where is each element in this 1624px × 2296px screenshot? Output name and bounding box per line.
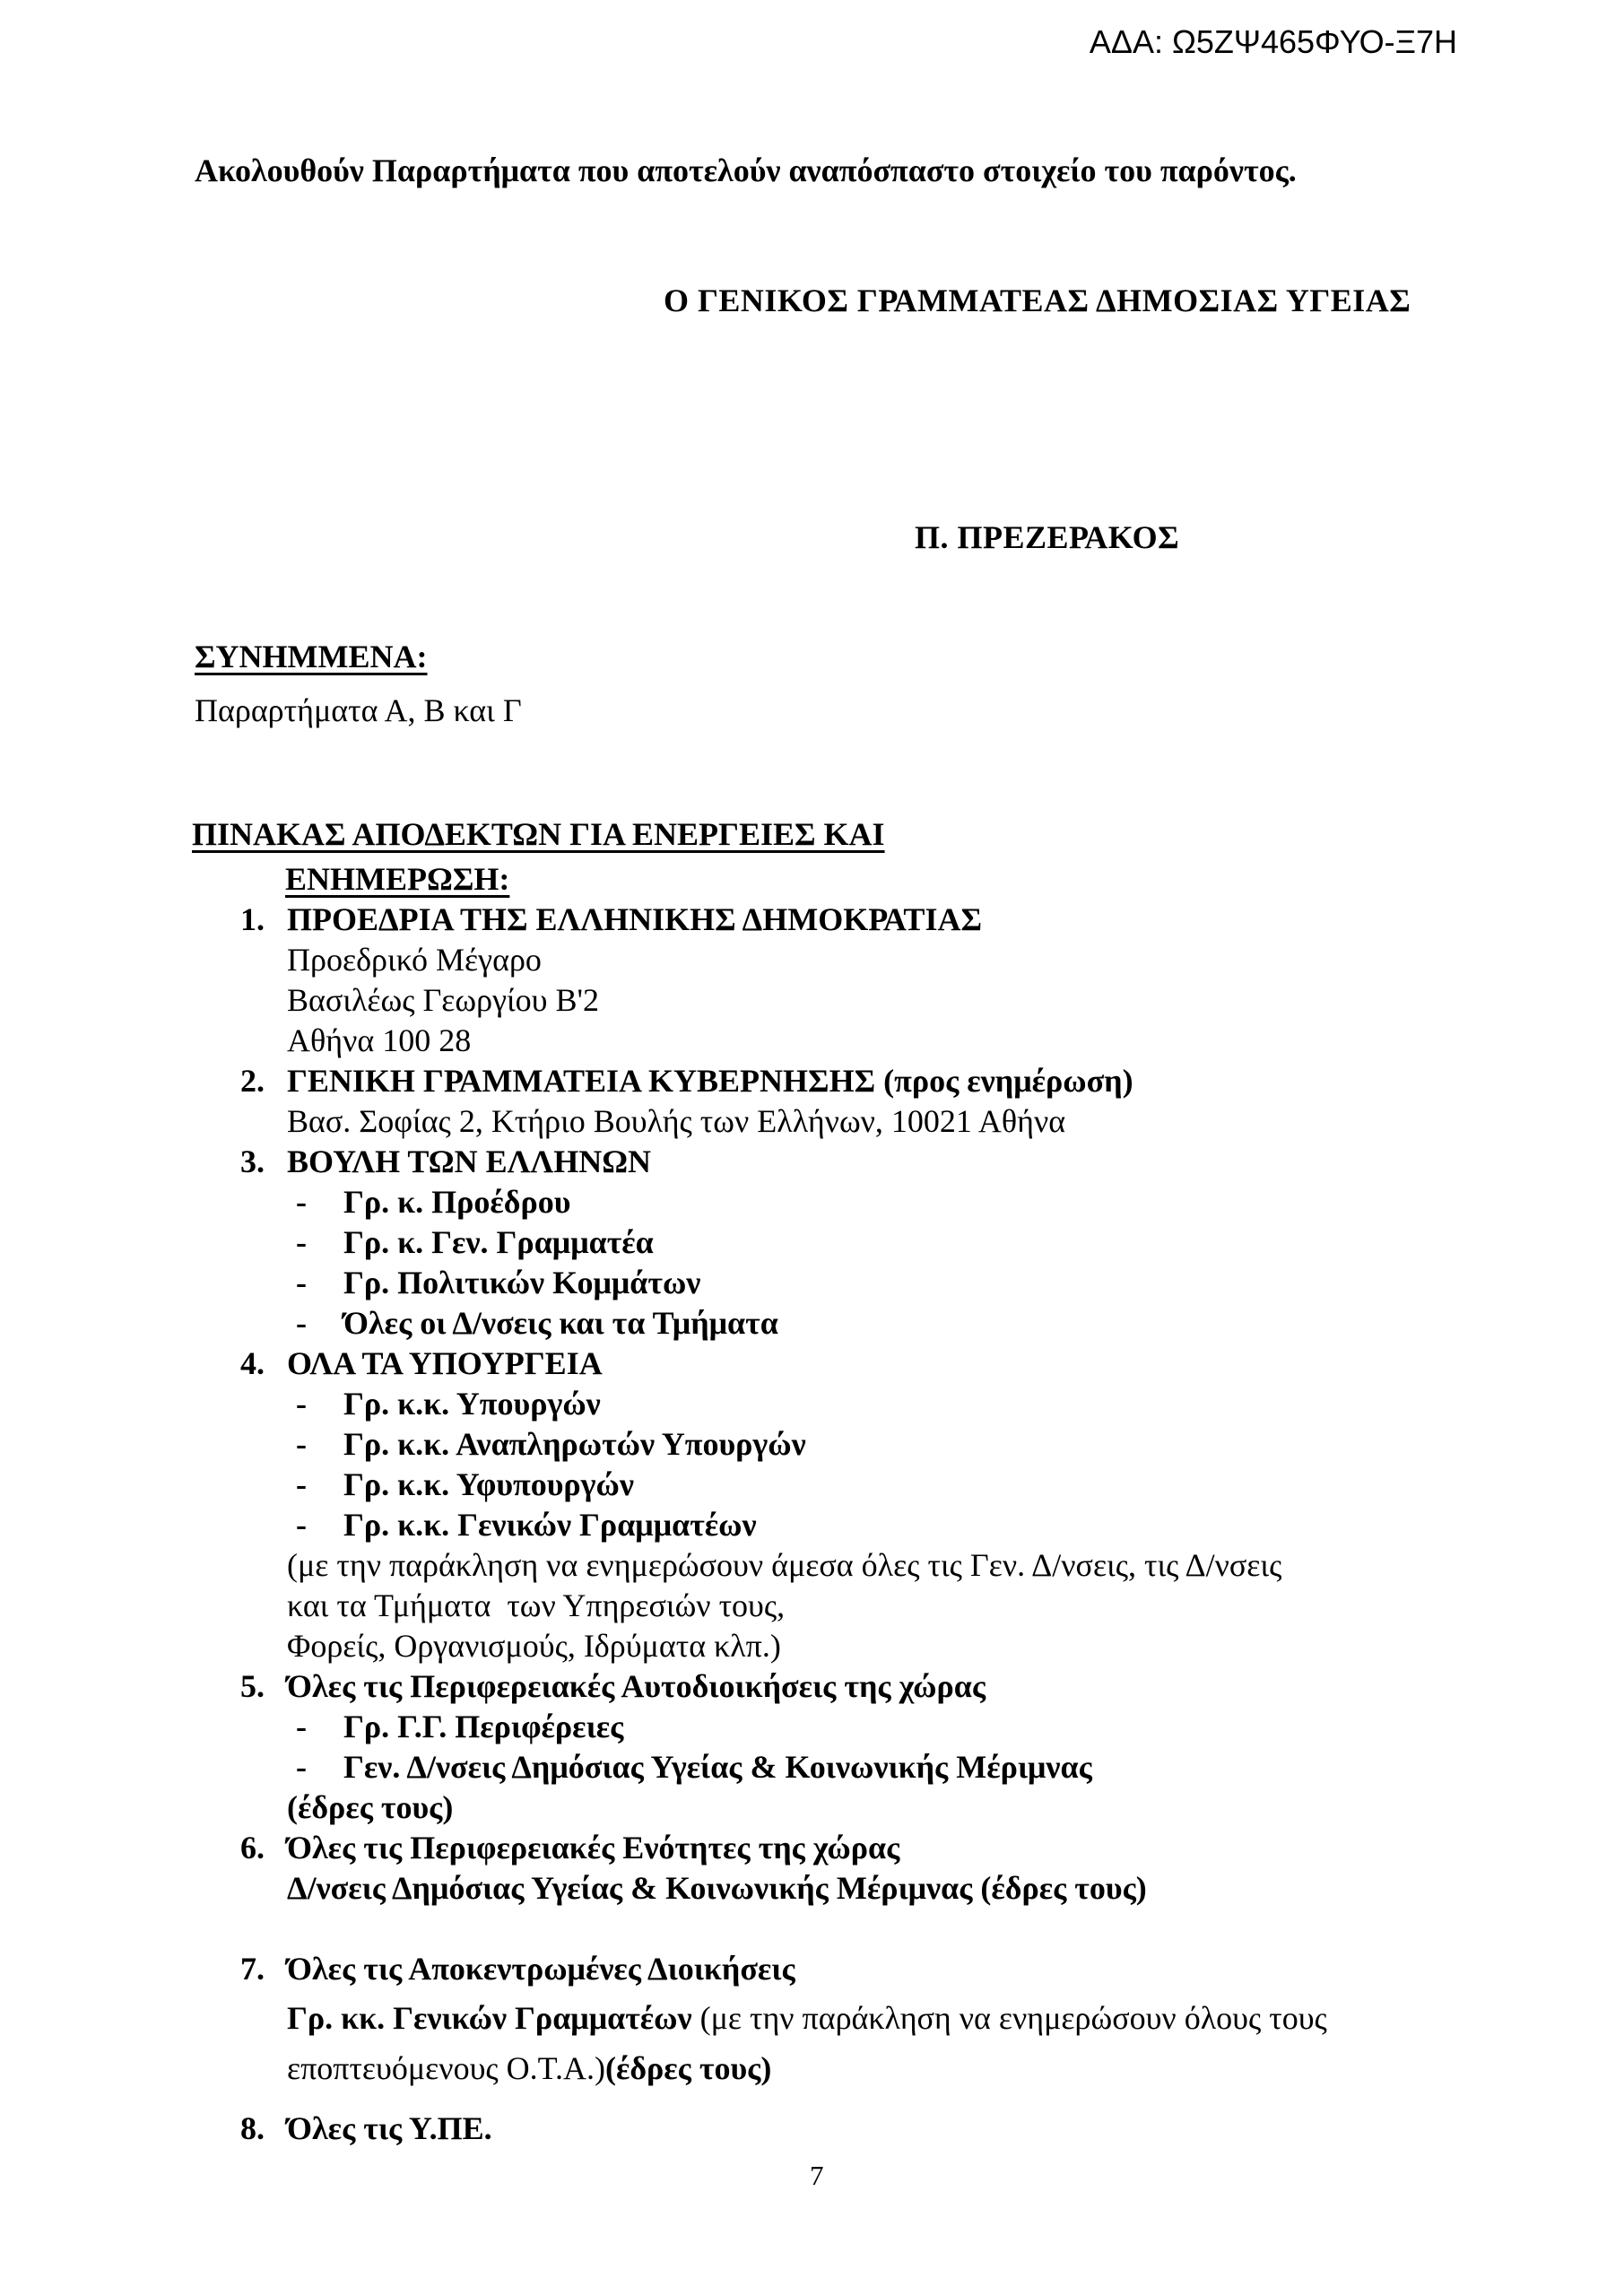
recipients-heading-line2: ΕΝΗΜΕΡΩΣΗ: (285, 861, 510, 897)
dash-bullet: - (296, 1265, 307, 1300)
item-number: 1. (240, 901, 265, 937)
recipient-text: ΠΡΟΕΔΡΙΑ ΤΗΣ ΕΛΛΗΝΙΚΗΣ ΔΗΜΟΚΡΑΤΙΑΣ (287, 901, 982, 937)
dash-bullet: - (296, 1709, 307, 1744)
recipient-line (192, 1424, 1528, 1465)
recipient-text: Γεν. Δ/νσεις Δημόσιας Υγείας & Κοινωνικής Μέριμνας (343, 1749, 1092, 1785)
item-number: 5. (240, 1668, 265, 1704)
recipient-text: Γρ. κ.κ. Αναπληρωτών Υπουργών (343, 1426, 806, 1462)
recipient-line (192, 1868, 1528, 1909)
recipient-text: (με την παράκληση να ενημερώσουν όλους τους (699, 2000, 1327, 2036)
recipient-line (192, 1828, 1528, 1868)
recipient-line (192, 1384, 1528, 1424)
item-number: 6. (240, 1830, 265, 1866)
recipient-line (192, 1666, 1528, 1707)
recipient-line (192, 1142, 1528, 1182)
recipient-line (192, 1101, 1528, 1142)
dash-bullet: - (296, 1184, 307, 1220)
recipient-text: και τα Τμήματα των Υπηρεσιών τους, (287, 1587, 786, 1623)
recipient-line (192, 980, 1528, 1021)
recipient-text: Φορείς, Οργανισμούς, Ιδρύματα κλπ.) (287, 1628, 781, 1664)
ada-stamp: ΑΔΑ: Ω5ΖΨ465ΦΥΟ-Ξ7Η (1089, 23, 1457, 60)
signatory-title: Ο ΓΕΝΙΚΟΣ ΓΡΑΜΜΑΤΕΑΣ ΔΗΜΟΣΙΑΣ ΥΓΕΙΑΣ (664, 283, 1411, 318)
recipient-line (192, 1998, 1528, 2039)
recipient-line (192, 1586, 1528, 1626)
recipient-text: (έδρες τους) (287, 1789, 454, 1825)
recipient-text: ΟΛΑ ΤΑ ΥΠΟΥΡΓΕΙΑ (287, 1345, 603, 1381)
recipient-line (192, 2109, 1528, 2149)
intro-paragraph: Ακολουθούν Παραρτήματα που αποτελούν αναπόσπαστο στοιχείο του παρόντος. (195, 152, 1297, 188)
recipient-text: ΓΕΝΙΚΗ ΓΡΑΜΜΑΤΕΙΑ ΚΥΒΕΡΝΗΣΗΣ (προς ενημέρωση) (287, 1063, 1133, 1099)
recipient-text: (με την παράκληση να ενημερώσουν άμεσα όλες τις Γεν. Δ/νσεις, τις Δ/νσεις (287, 1547, 1282, 1583)
attachments-body: Παραρτήματα Α, Β και Γ (195, 692, 522, 728)
page-number: 7 (810, 2160, 824, 2191)
recipients-heading-line1: ΠΙΝΑΚΑΣ ΑΠΟΔΕΚΤΩΝ ΓΙΑ ΕΝΕΡΓΕΙΕΣ ΚΑΙ (192, 816, 885, 852)
recipient-text: Γρ. κ. Γεν. Γραμματέα (343, 1224, 654, 1260)
recipient-text: Όλες τις Υ.ΠΕ. (287, 2110, 492, 2146)
recipient-line (192, 1465, 1528, 1505)
item-number: 7. (240, 1951, 265, 1987)
dash-bullet: - (296, 1386, 307, 1422)
recipient-text: Γρ. κ.κ. Υφυπουργών (343, 1466, 634, 1502)
item-number: 8. (240, 2110, 265, 2146)
item-number: 2. (240, 1063, 265, 1099)
dash-bullet: - (296, 1466, 307, 1502)
item-number: 4. (240, 1345, 265, 1381)
recipient-text: Δ/νσεις Δημόσιας Υγείας & Κοινωνικής Μέριμνας (έδρες τους) (287, 1870, 1147, 1906)
recipient-line (192, 1787, 1528, 1828)
item-number: 3. (240, 1144, 265, 1179)
recipient-line (192, 1505, 1528, 1545)
recipient-line (192, 1707, 1528, 1747)
recipient-line (192, 1303, 1528, 1344)
attachments-section (195, 637, 522, 731)
recipients-section (192, 814, 1528, 2149)
recipient-text: Γρ. κκ. Γενικών Γραμματέων (287, 2000, 700, 2036)
recipient-text: ΒΟΥΛΗ ΤΩΝ ΕΛΛΗΝΩΝ (287, 1144, 652, 1179)
recipient-text: Γρ. Γ.Γ. Περιφέρειες (343, 1709, 624, 1744)
recipient-text: Όλες τις Περιφερειακές Ενότητες της χώρας (287, 1830, 900, 1866)
recipient-line (192, 1747, 1528, 1787)
dash-bullet: - (296, 1507, 307, 1543)
recipient-line (192, 1021, 1528, 1061)
recipient-line (192, 1344, 1528, 1384)
recipient-line (192, 1263, 1528, 1303)
recipient-text: (έδρες τους) (604, 2050, 772, 2086)
recipient-text: Γρ. Πολιτικών Κομμάτων (343, 1265, 701, 1300)
recipient-line (192, 1222, 1528, 1263)
recipient-line (192, 1626, 1528, 1666)
dash-bullet: - (296, 1305, 307, 1341)
recipient-line (192, 1061, 1528, 1101)
recipient-text: Προεδρικό Μέγαρο (287, 942, 542, 978)
recipient-text: Βασιλέως Γεωργίου Β'2 (287, 982, 599, 1018)
recipient-line (192, 900, 1528, 940)
attachments-heading: ΣΥΝΗΜΜΕΝΑ: (195, 639, 428, 674)
dash-bullet: - (296, 1224, 307, 1260)
recipient-text: Αθήνα 100 28 (287, 1022, 472, 1058)
dash-bullet: - (296, 1426, 307, 1462)
signatory-name: Π. ΠΡΕΖΕΡΑΚΟΣ (915, 519, 1180, 555)
recipient-line (192, 1182, 1528, 1222)
recipient-text: Βασ. Σοφίας 2, Κτήριο Βουλής των Ελλήνων, 10021 Αθήνα (287, 1103, 1066, 1139)
recipient-text: Γρ. κ. Προέδρου (343, 1184, 571, 1220)
recipient-text: Γρ. κ.κ. Γενικών Γραμματέων (343, 1507, 757, 1543)
recipient-line (192, 1545, 1528, 1586)
recipients-list (192, 900, 1528, 2149)
recipient-text: Γρ. κ.κ. Υπουργών (343, 1386, 601, 1422)
recipient-text: Όλες οι Δ/νσεις και τα Τμήματα (343, 1305, 778, 1341)
recipient-text: Όλες τις Περιφερειακές Αυτοδιοικήσεις της χώρας (287, 1668, 986, 1704)
recipient-line (192, 1949, 1528, 1989)
recipient-text: εποπτευόμενους Ο.Τ.Α.) (287, 2050, 605, 2086)
dash-bullet: - (296, 1749, 307, 1785)
recipient-line (192, 940, 1528, 980)
recipient-line (192, 2048, 1528, 2089)
recipient-text: Όλες τις Αποκεντρωμένες Διοικήσεις (287, 1951, 795, 1987)
